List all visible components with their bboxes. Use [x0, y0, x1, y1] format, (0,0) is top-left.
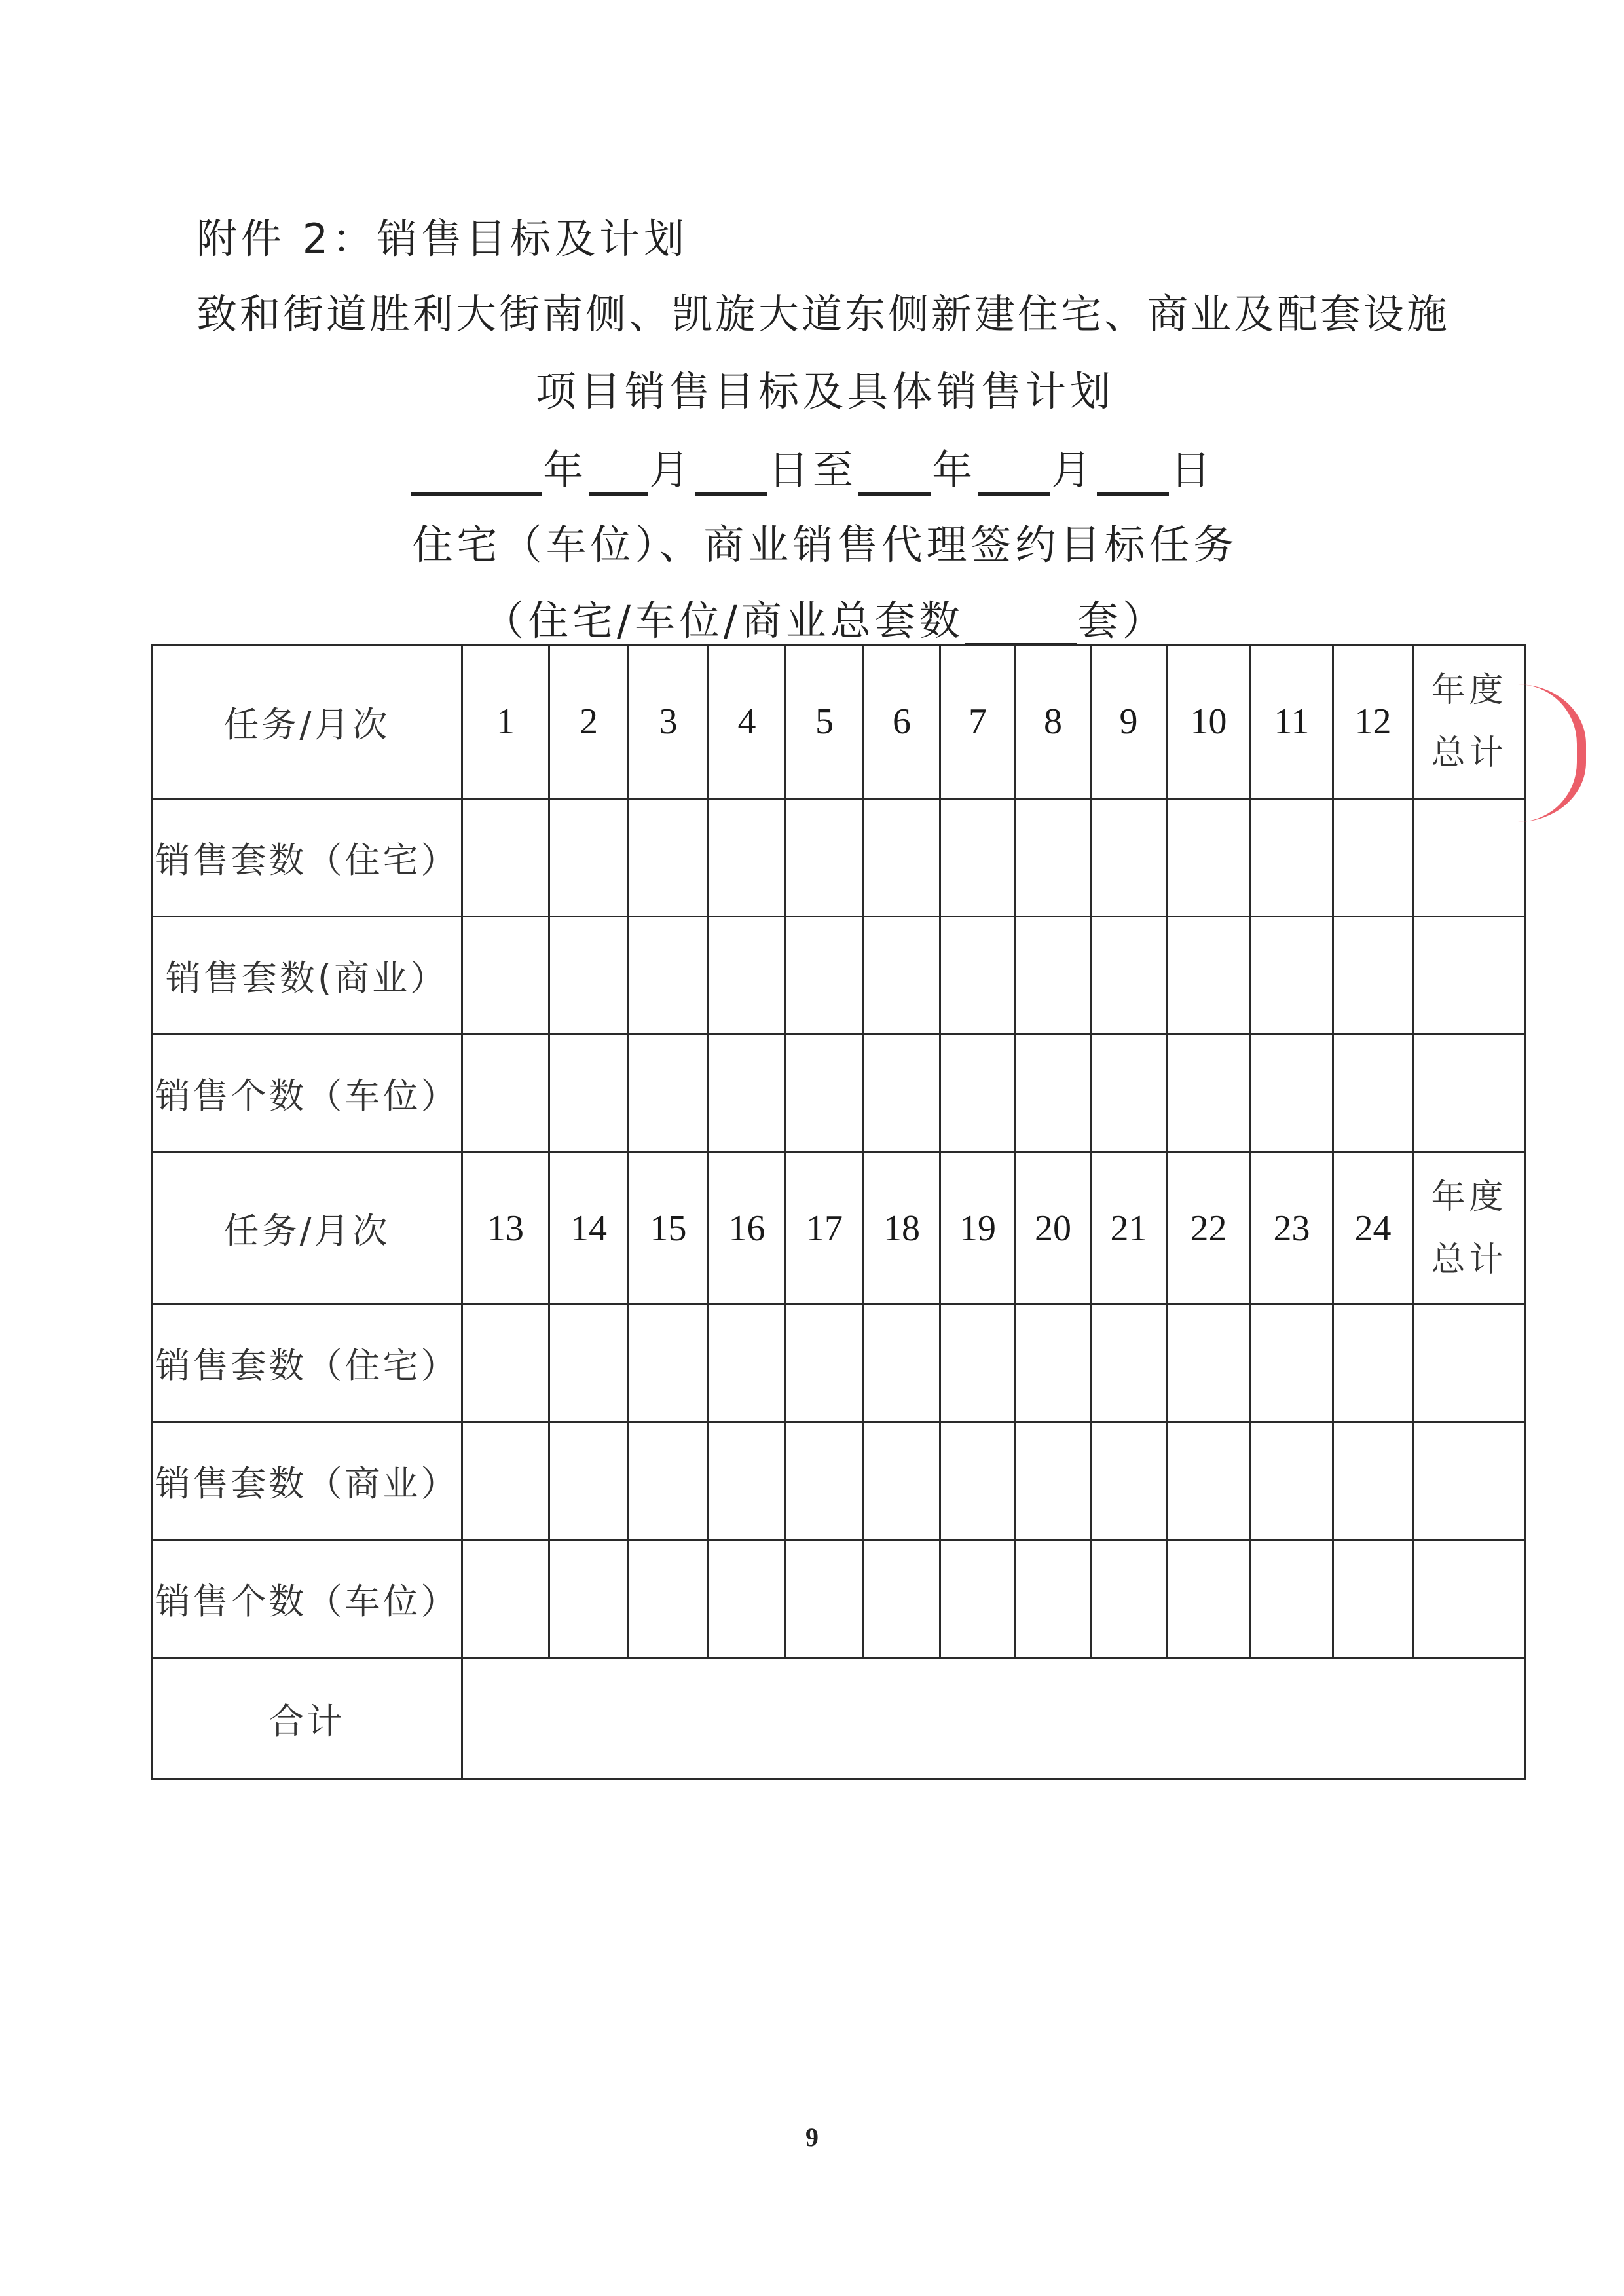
data-cell[interactable] — [1333, 799, 1413, 917]
month-header: 16 — [709, 1153, 786, 1305]
row-label: 销售套数（住宅） — [152, 799, 462, 917]
row-label: 销售个数（车位） — [152, 1035, 462, 1153]
title-line-3: 住宅（车位）、商业销售代理签约目标任务 — [412, 521, 1238, 568]
row-label: 销售套数（商业） — [152, 1422, 462, 1540]
data-cell[interactable] — [786, 917, 864, 1035]
data-cell[interactable] — [1016, 1035, 1091, 1153]
data-cell[interactable] — [786, 1422, 864, 1540]
data-cell[interactable] — [462, 1540, 549, 1658]
month-header: 17 — [786, 1153, 864, 1305]
annual-total-cell[interactable] — [1413, 799, 1526, 917]
month-header: 11 — [1251, 645, 1333, 799]
data-cell[interactable] — [629, 917, 709, 1035]
day-start-blank[interactable] — [695, 454, 767, 496]
table-row-residential-1 — [152, 799, 1526, 917]
year-label: 年 — [542, 446, 587, 494]
data-cell[interactable] — [864, 1540, 940, 1658]
data-cell[interactable] — [1016, 1540, 1091, 1658]
table-row-commercial-1 — [152, 917, 1526, 1035]
total-value-cell[interactable] — [462, 1658, 1526, 1779]
header-task-month-label: 任务/月次 — [152, 1153, 462, 1305]
data-cell[interactable] — [1333, 1422, 1413, 1540]
month-header: 3 — [629, 645, 709, 799]
data-cell[interactable] — [462, 1305, 549, 1422]
annual-total-cell[interactable] — [1413, 1305, 1526, 1422]
annual-total-header — [1413, 645, 1526, 799]
data-cell[interactable] — [709, 1422, 786, 1540]
data-cell[interactable] — [549, 799, 629, 917]
data-cell[interactable] — [549, 1035, 629, 1153]
month-header: 18 — [864, 1153, 940, 1305]
data-cell[interactable] — [1016, 1305, 1091, 1422]
data-cell[interactable] — [709, 1540, 786, 1658]
data-cell[interactable] — [940, 1035, 1016, 1153]
data-cell[interactable] — [1333, 1305, 1413, 1422]
data-cell[interactable] — [549, 1305, 629, 1422]
annual-total-line2: 总计 — [1431, 733, 1507, 773]
month-header: 4 — [709, 645, 786, 799]
data-cell[interactable] — [1251, 1035, 1333, 1153]
annual-total-header — [1413, 1153, 1526, 1305]
data-cell[interactable] — [940, 1540, 1016, 1658]
data-cell[interactable] — [1167, 799, 1251, 917]
table-row-commercial-2 — [152, 1422, 1526, 1540]
data-cell[interactable] — [864, 1035, 940, 1153]
data-cell[interactable] — [462, 799, 549, 917]
data-cell[interactable] — [864, 1422, 940, 1540]
date-range-line — [0, 437, 1624, 496]
header-row-2 — [152, 1153, 1526, 1305]
attachment-heading: 附件 2：销售目标及计划 — [196, 215, 689, 263]
month-header: 24 — [1333, 1153, 1413, 1305]
month-header: 14 — [549, 1153, 629, 1305]
red-seal-stamp-fragment — [1518, 684, 1586, 822]
data-cell[interactable] — [549, 917, 629, 1035]
data-cell[interactable] — [1251, 1422, 1333, 1540]
data-cell[interactable] — [709, 1035, 786, 1153]
data-cell[interactable] — [1016, 799, 1091, 917]
data-cell[interactable] — [1333, 1035, 1413, 1153]
day-end-blank[interactable] — [1097, 454, 1169, 496]
row-label: 销售套数(商业） — [152, 917, 462, 1035]
page-number: 9 — [805, 2122, 819, 2152]
title-line-4 — [0, 588, 1624, 646]
data-cell[interactable] — [864, 917, 940, 1035]
annual-total-cell[interactable] — [1413, 917, 1526, 1035]
month-header: 22 — [1167, 1153, 1251, 1305]
data-cell[interactable] — [629, 1540, 709, 1658]
month-header: 21 — [1091, 1153, 1167, 1305]
month-header: 19 — [940, 1153, 1016, 1305]
month-header: 10 — [1167, 645, 1251, 799]
month-header: 13 — [462, 1153, 549, 1305]
month-start-blank[interactable] — [589, 454, 648, 496]
header-row-1 — [152, 645, 1526, 799]
year-start-blank[interactable] — [411, 454, 542, 496]
total-units-prefix: （住宅/车位/商业总套数 — [483, 597, 964, 644]
data-cell[interactable] — [1167, 1422, 1251, 1540]
year-end-blank[interactable] — [858, 454, 931, 496]
month-header: 1 — [462, 645, 549, 799]
month-header: 6 — [864, 645, 940, 799]
header-task-month-label: 任务/月次 — [152, 645, 462, 799]
data-cell[interactable] — [1091, 1540, 1167, 1658]
data-cell[interactable] — [1251, 799, 1333, 917]
data-cell[interactable] — [1333, 1540, 1413, 1658]
month-header: 20 — [1016, 1153, 1091, 1305]
data-cell[interactable] — [1091, 799, 1167, 917]
total-units-blank[interactable] — [965, 605, 1077, 646]
table-row-residential-2 — [152, 1305, 1526, 1422]
data-cell[interactable] — [1251, 1540, 1333, 1658]
data-cell[interactable] — [1251, 1305, 1333, 1422]
annual-total-cell[interactable] — [1413, 1540, 1526, 1658]
total-label: 合计 — [152, 1658, 462, 1779]
data-cell[interactable] — [940, 1305, 1016, 1422]
month-header: 2 — [549, 645, 629, 799]
data-cell[interactable] — [1167, 917, 1251, 1035]
data-cell[interactable] — [629, 799, 709, 917]
annual-total-cell[interactable] — [1413, 1422, 1526, 1540]
year-label-2: 年 — [932, 446, 977, 494]
data-cell[interactable] — [1091, 1035, 1167, 1153]
data-cell[interactable] — [786, 799, 864, 917]
data-cell[interactable] — [786, 1035, 864, 1153]
day-to-label: 日至 — [767, 446, 857, 494]
data-cell[interactable] — [1016, 917, 1091, 1035]
data-cell[interactable] — [864, 799, 940, 917]
total-units-suffix: 套） — [1077, 597, 1167, 644]
month-header: 8 — [1016, 645, 1091, 799]
annual-total-line1: 年度 — [1431, 671, 1507, 710]
row-label: 销售套数（住宅） — [152, 1305, 462, 1422]
data-cell[interactable] — [709, 1305, 786, 1422]
data-cell[interactable] — [629, 1305, 709, 1422]
month-header: 7 — [940, 645, 1016, 799]
annual-total-cell[interactable] — [1413, 1035, 1526, 1153]
month-end-blank[interactable] — [978, 454, 1050, 496]
data-cell[interactable] — [786, 1305, 864, 1422]
month-label: 月 — [648, 446, 693, 494]
month-header: 12 — [1333, 645, 1413, 799]
data-cell[interactable] — [864, 1305, 940, 1422]
data-cell[interactable] — [1091, 917, 1167, 1035]
data-cell[interactable] — [1091, 1422, 1167, 1540]
table-row-total — [152, 1658, 1526, 1779]
annual-total-line1: 年度 — [1431, 1177, 1507, 1217]
sales-plan-table — [151, 644, 1526, 1780]
data-cell[interactable] — [1251, 917, 1333, 1035]
data-cell[interactable] — [462, 917, 549, 1035]
data-cell[interactable] — [1167, 1035, 1251, 1153]
title-line-2: 项目销售目标及具体销售计划 — [535, 367, 1115, 415]
month-header: 9 — [1091, 645, 1167, 799]
title-line-1: 致和街道胜利大街南侧、凯旋大道东侧新建住宅、商业及配套设施 — [196, 290, 1450, 338]
data-cell[interactable] — [549, 1540, 629, 1658]
data-cell[interactable] — [629, 1422, 709, 1540]
data-cell[interactable] — [1333, 917, 1413, 1035]
data-cell[interactable] — [709, 917, 786, 1035]
table-row-parking-1 — [152, 1035, 1526, 1153]
data-cell[interactable] — [1016, 1422, 1091, 1540]
row-label: 销售个数（车位） — [152, 1540, 462, 1658]
data-cell[interactable] — [549, 1422, 629, 1540]
month-label-2: 月 — [1051, 446, 1096, 494]
annual-total-line2: 总计 — [1431, 1240, 1507, 1280]
month-header: 23 — [1251, 1153, 1333, 1305]
data-cell[interactable] — [940, 917, 1016, 1035]
data-cell[interactable] — [1091, 1305, 1167, 1422]
data-cell[interactable] — [1167, 1540, 1251, 1658]
table-row-parking-2 — [152, 1540, 1526, 1658]
month-header: 15 — [629, 1153, 709, 1305]
data-cell[interactable] — [462, 1035, 549, 1153]
month-header: 5 — [786, 645, 864, 799]
data-cell[interactable] — [709, 799, 786, 917]
day-label-2: 日 — [1170, 446, 1215, 494]
data-cell[interactable] — [629, 1035, 709, 1153]
data-cell[interactable] — [1167, 1305, 1251, 1422]
data-cell[interactable] — [786, 1540, 864, 1658]
data-cell[interactable] — [462, 1422, 549, 1540]
data-cell[interactable] — [940, 799, 1016, 917]
data-cell[interactable] — [940, 1422, 1016, 1540]
